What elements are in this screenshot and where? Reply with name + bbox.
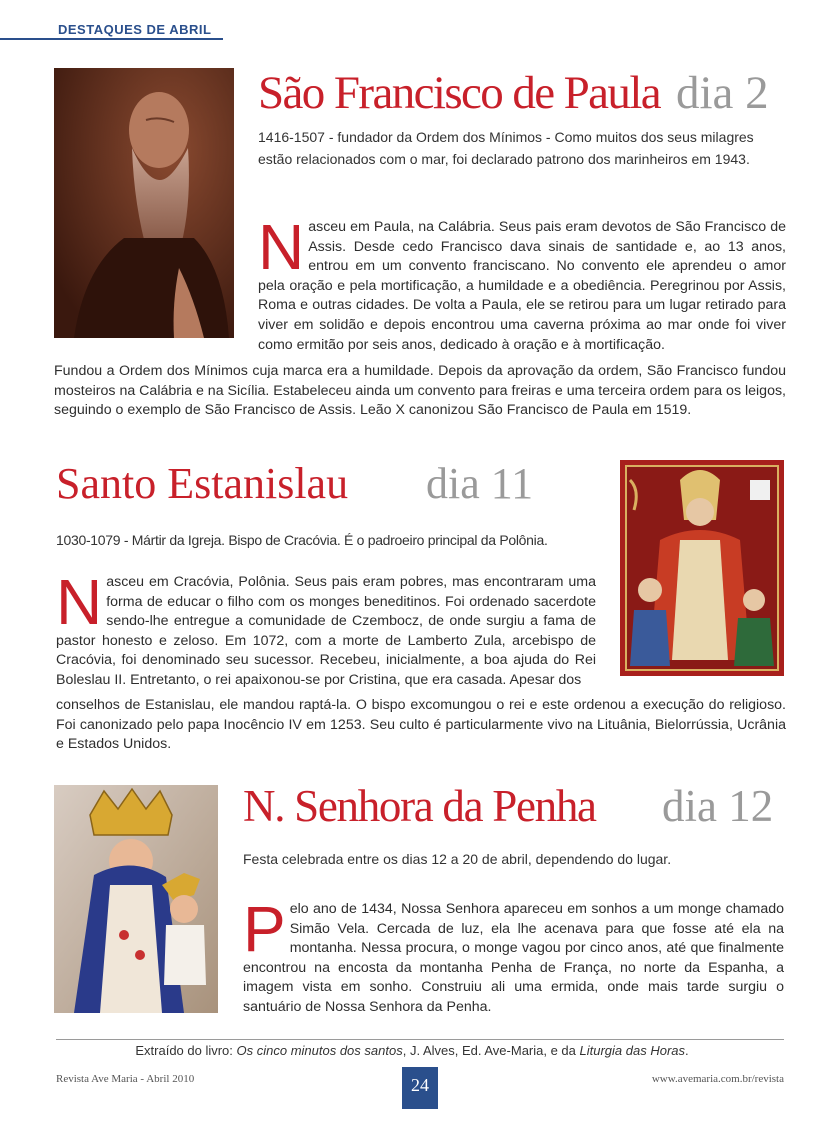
dropcap: N [56, 566, 103, 638]
saint-day-penha: dia 12 [662, 781, 774, 831]
saint-text-estanislau: Nasceu em Cracóvia, Polônia. Seus pais eram pobres, mas encontraram uma forma de educar o filho com os monges beneditinos. Foi ordenado sacerdote sendo-lhe entregue a comunidade de Czembocz, de onde surgiu a fama de pastor honesto e zeloso. Em 1072, com a morte de Lamberto Zula, arcebispo de Cracóvia, foi denominado seu sucessor. Recebeu, inicialmente, a boa ajuda do Rei Boleslau II. Entretanto, o rei apaixonou-se por Cristina, que era casada. Apesar dos [56, 566, 596, 688]
saint-subtitle-estanislau: 1030-1079 - Mártir da Igreja. Bispo de Cracóvia. É o padroeiro principal da Polônia. [56, 532, 548, 548]
section-header: DESTAQUES DE ABRIL [0, 22, 223, 40]
source-citation: Extraído do livro: Os cinco minutos dos santos, J. Alves, Ed. Ave-Maria, e da Liturgia das Horas. [135, 1043, 689, 1058]
website-url[interactable]: www.avemaria.com.br/revista [651, 1073, 784, 1085]
saint-day-estanislau: dia 11 [426, 459, 534, 508]
dropcap: N [258, 211, 305, 283]
saint-text-estanislau-cont: conselhos de Estanislau, ele mandou raptá-la. O bispo excomungou o rei e este ordenou a execução do religioso. Foi canonizado pelo papa Inocêncio IV em 1253. Seu culto é particularmente vivo na Lituânia, Bielorrússia, Ucrânia e Estados Unidos. [56, 697, 786, 753]
dropcap: P [243, 893, 286, 965]
saint-title-francisco: São Francisco de Paula [258, 67, 661, 119]
saint-text-francisco: Nasceu em Paula, na Calábria. Seus pais eram devotos de São Francisco de Assis. Desde cedo Francisco dava sinais de santidade e, ao 13 anos, entrou em um convento franciscano. No convento ele aprendeu o amor pela oração e pela mortificação, a humildade e a obediência. Peregrinou por Assis, Roma e outras cidades. De volta a Paula, ele se retirou para um lugar retirado para viver em solidão e depois encontrou uma caverna próxima ao mar onde foi viver como ermitão por seis anos, dedicado à oração e à mortificação. [258, 211, 786, 353]
footer-divider [56, 1039, 784, 1040]
magazine-name: Revista Ave Maria - Abril 2010 [56, 1073, 195, 1085]
saint-day-francisco: dia 2 [676, 67, 769, 119]
saint-text-francisco-cont: Fundou a Ordem dos Mínimos cuja marca era a humildade. Depois da aprovação da ordem, São Francisco fundou mosteiros na Calábria e na Sicília. Estabeleceu ainda um convento para freiras e uma terceira ordem para os leigos, seguindo o exemplo de São Francisco de Assis. Leão X canonizou São Francisco de Paula em 1519. [54, 363, 786, 419]
page-number: 24 [402, 1067, 438, 1109]
saint-text-penha: Pelo ano de 1434, Nossa Senhora apareceu em sonhos a um monge chamado Simão Vela. Cercada de luz, ela lhe acenava para que fosse até ela na montanha. Nessa procura, o monge vagou por cinco anos, até que finalmente encontrou na encosta da montanha Penha de França, no norte da Espanha, a imagem vista em sonho. Construiu ali uma ermida, onde mais tarde surgiu o santuário de Nossa Senhora da Penha. [243, 893, 784, 1015]
saint-statue-penha [54, 785, 218, 1013]
saint-subtitle-penha: Festa celebrada entre os dias 12 a 20 de abril, dependendo do lugar. [243, 851, 672, 867]
saint-subtitle-francisco: 1416-1507 - fundador da Ordem dos Mínimos - Como muitos dos seus milagres estão relacionados com o mar, foi declarado patrono dos marinheiros em 1943. [258, 129, 754, 167]
saint-title-penha: N. Senhora da Penha [243, 781, 596, 831]
saint-portrait-francisco [54, 68, 234, 338]
saint-painting-estanislau [620, 460, 784, 676]
saint-title-estanislau: Santo Estanislau [56, 459, 349, 508]
